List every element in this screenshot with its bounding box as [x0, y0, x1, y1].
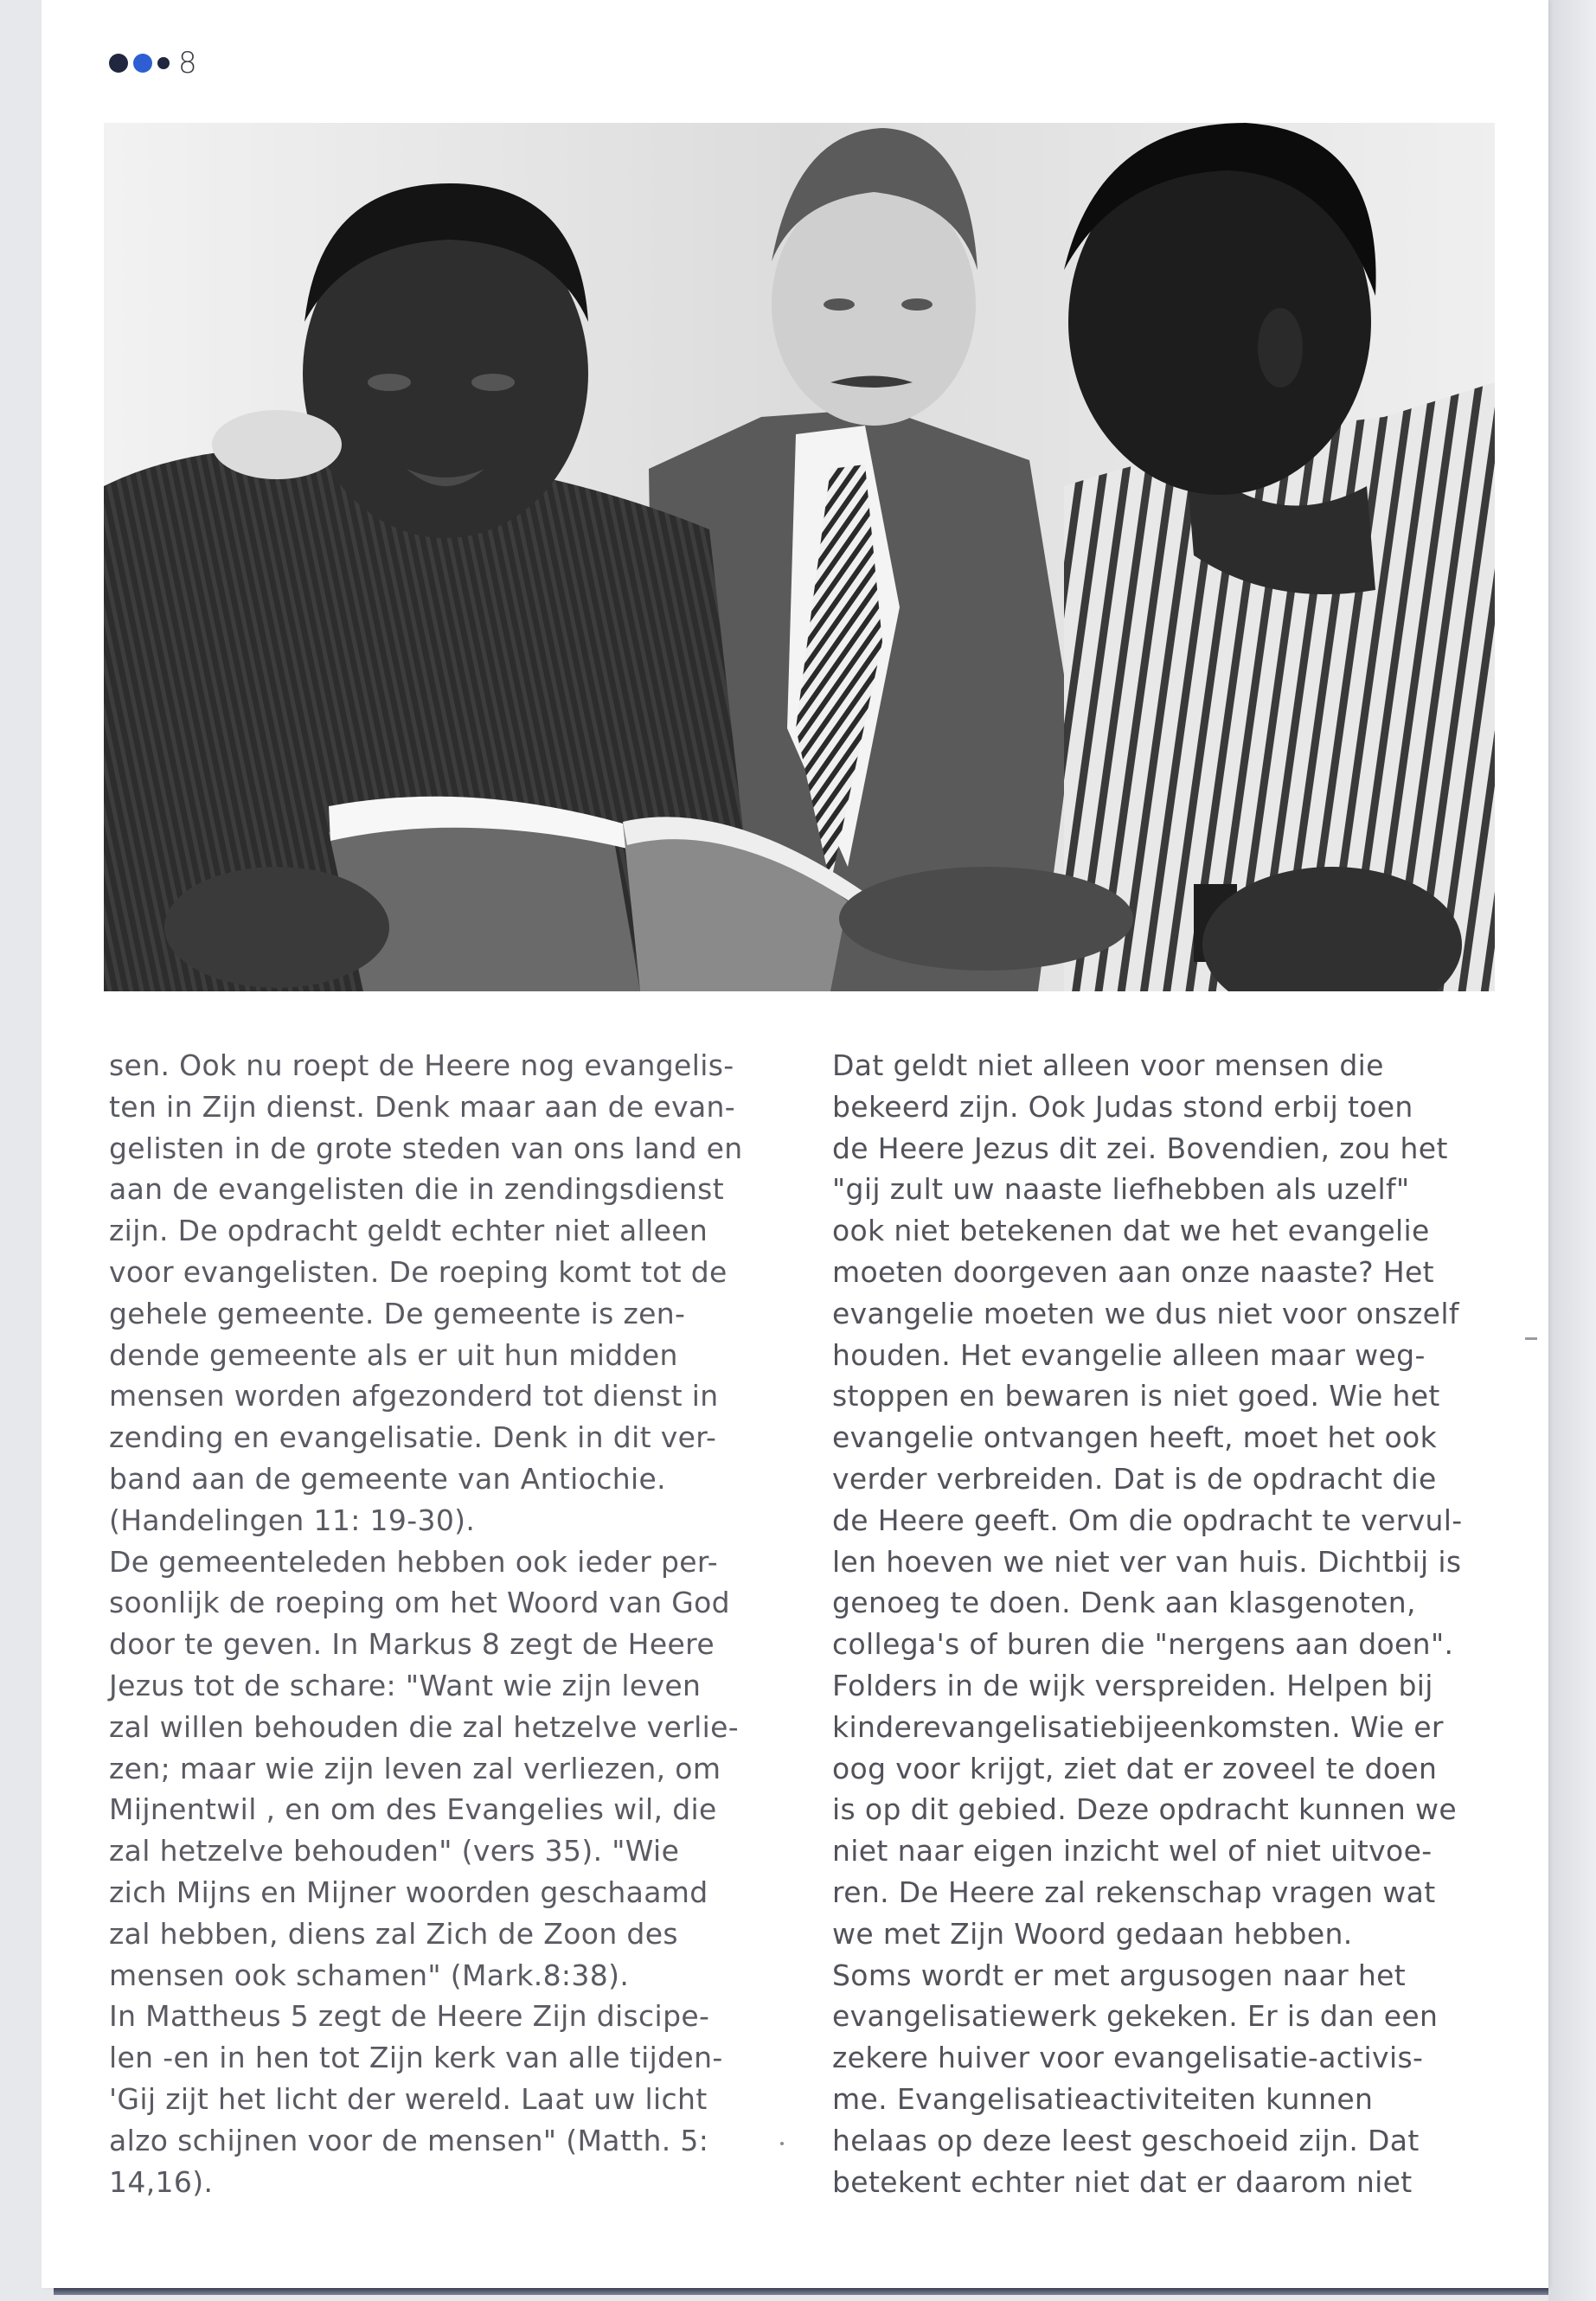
text-line: Jezus tot de schare: "Want wie zijn leven — [109, 1668, 702, 1702]
text-line: evangelie moeten we dus niet voor onszelf — [832, 1296, 1459, 1330]
text-line: zen; maar wie zijn leven zal verliezen, om — [109, 1751, 721, 1785]
margin-dot — [780, 2142, 784, 2145]
text-line: evangelisatiewerk gekeken. Er is dan een — [832, 1999, 1439, 2034]
text-line: ten in Zijn dienst. Denk maar aan de evan- — [109, 1089, 736, 1124]
text-line: stoppen en bewaren is niet goed. Wie het — [832, 1379, 1440, 1413]
text-line: len -en in hen tot Zijn kerk van alle tijden- — [109, 2041, 723, 2075]
text-line: "gij zult uw naaste liefhebben als uzelf" — [832, 1172, 1410, 1207]
text-line: moeten doorgeven aan onze naaste? Het — [832, 1254, 1434, 1289]
text-line: sen. Ook nu roept de Heere nog evangelis- — [109, 1048, 734, 1082]
text-column-left — [109, 1045, 801, 2202]
text-line: 'Gij zijt het licht der wereld. Laat uw licht — [109, 2081, 708, 2116]
text-line: band aan de gemeente van Antiochie. — [109, 1461, 666, 1496]
folio-dot-icon — [109, 54, 128, 73]
text-line: zich Mijns en Mijner woorden geschaamd — [109, 1875, 708, 1909]
text-line: Mijnentwil , en om des Evangelies wil, die — [109, 1792, 717, 1827]
text-line: niet naar eigen inzicht wel of niet uitvoe- — [832, 1834, 1433, 1868]
text-line: verder verbreiden. Dat is de opdracht die — [832, 1461, 1437, 1496]
text-line: genoeg te doen. Denk aan klasgenoten, — [832, 1586, 1416, 1620]
text-line: is op dit gebied. Deze opdracht kunnen we — [832, 1792, 1457, 1827]
text-line: aan de evangelisten die in zendingsdienst — [109, 1172, 724, 1207]
text-line: soonlijk de roeping om het Woord van God — [109, 1586, 730, 1620]
text-line: mensen ook schamen" (Mark.8:38). — [109, 1958, 630, 1992]
photo-three-men-reading-bible — [104, 123, 1495, 991]
text-line: houden. Het evangelie alleen maar weg- — [832, 1337, 1426, 1372]
text-line: me. Evangelisatieactiviteiten kunnen — [832, 2081, 1374, 2116]
text-line: zal hetzelve behouden" (vers 35). "Wie — [109, 1834, 680, 1868]
margin-mark — [1525, 1337, 1537, 1340]
text-line: ren. De Heere zal rekenschap vragen wat — [832, 1875, 1436, 1909]
text-line: de Heere geeft. Om die opdracht te vervul- — [832, 1503, 1463, 1537]
page-number: 8 — [178, 46, 197, 80]
text-line: betekent echter niet dat er daarom niet — [832, 2164, 1413, 2199]
text-line: len hoeven we niet ver van huis. Dichtbij is — [832, 1544, 1462, 1579]
text-line: voor evangelisten. De roeping komt tot de — [109, 1254, 727, 1289]
text-line: kinderevangelisatiebijeenkomsten. Wie er — [832, 1709, 1444, 1744]
folio-accent-dot-icon — [133, 54, 152, 73]
text-line: 14,16). — [109, 2164, 214, 2199]
text-column-right — [832, 1045, 1524, 2202]
text-line: door te geven. In Markus 8 zegt de Heere — [109, 1627, 715, 1662]
text-line: zal willen behouden die zal hetzelve verlie- — [109, 1709, 740, 1744]
text-line: oog voor krijgt, ziet dat er zoveel te doen — [832, 1751, 1438, 1785]
page-bottom-rule — [54, 2288, 1548, 2295]
text-line: Folders in de wijk verspreiden. Helpen bij — [832, 1668, 1433, 1702]
page-header — [109, 42, 197, 85]
text-line: we met Zijn Woord gedaan hebben. — [832, 1916, 1353, 1951]
text-line: gelisten in de grote steden van ons land en — [109, 1131, 743, 1165]
text-line: zal hebben, diens zal Zich de Zoon des — [109, 1916, 678, 1951]
text-line: alzo schijnen voor de mensen" (Matth. 5: — [109, 2123, 709, 2157]
text-line: gehele gemeente. De gemeente is zen- — [109, 1296, 686, 1330]
text-line: (Handelingen 11: 19-30). — [109, 1503, 476, 1537]
text-line: In Mattheus 5 zegt de Heere Zijn discipe- — [109, 1999, 710, 2034]
page-edge — [1548, 0, 1596, 2301]
text-line: dende gemeente als er uit hun midden — [109, 1337, 678, 1372]
folio-small-dot-icon — [157, 57, 170, 69]
text-line: mensen worden afgezonderd tot dienst in — [109, 1379, 719, 1413]
text-line: helaas op deze leest geschoeid zijn. Dat — [832, 2123, 1420, 2157]
text-line: ook niet betekenen dat we het evangelie — [832, 1214, 1430, 1248]
text-line: bekeerd zijn. Ook Judas stond erbij toen — [832, 1089, 1413, 1124]
text-line: zijn. De opdracht geldt echter niet alleen — [109, 1214, 708, 1248]
text-line: evangelie ontvangen heeft, moet het ook — [832, 1420, 1438, 1455]
text-line: de Heere Jezus dit zei. Bovendien, zou het — [832, 1131, 1448, 1165]
text-line: collega's of buren die "nergens aan doen". — [832, 1627, 1454, 1662]
text-line: zekere huiver voor evangelisatie-activis- — [832, 2041, 1424, 2075]
text-line: Dat geldt niet alleen voor mensen die — [832, 1048, 1384, 1082]
text-line: Soms wordt er met argusogen naar het — [832, 1958, 1407, 1992]
text-line: zending en evangelisatie. Denk in dit ver- — [109, 1420, 717, 1455]
text-line: De gemeenteleden hebben ook ieder per- — [109, 1544, 718, 1579]
